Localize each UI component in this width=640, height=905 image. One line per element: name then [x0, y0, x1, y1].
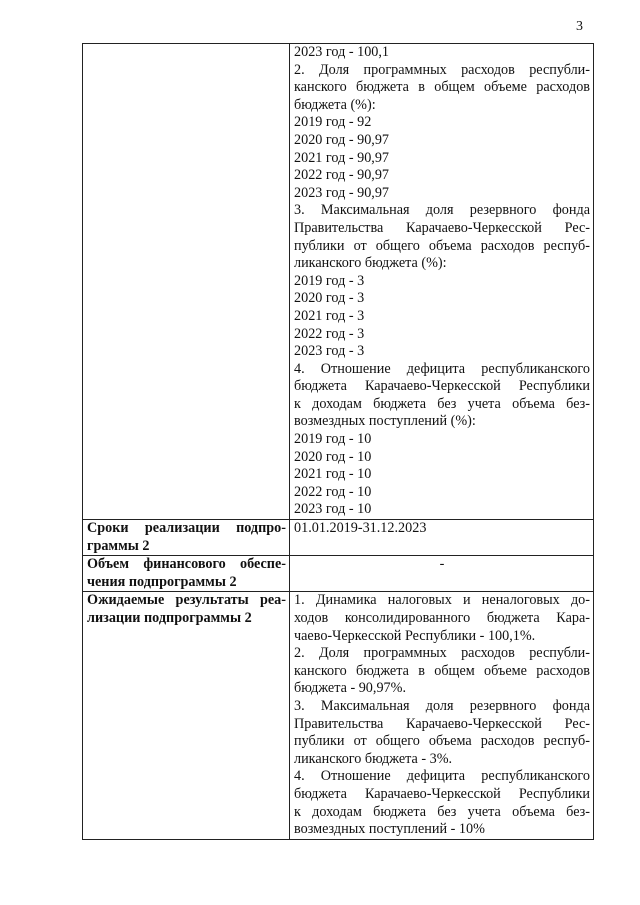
value-line: Правительства Карачаево-Черкесской Рес- [294, 715, 590, 732]
value-line: публики от общего объема расходов респуб- [294, 237, 590, 254]
table-row [83, 44, 594, 520]
row-value-cell [290, 520, 594, 556]
value-line: бюджета - 90,97%. [294, 680, 407, 697]
value-line: 2021 год - 3 [294, 307, 365, 324]
passport-table [82, 43, 594, 840]
value-line: публики от общего объема расходов респуб- [294, 733, 590, 750]
value-line: бюджета (%): [294, 96, 376, 113]
value-line: 2019 год - 10 [294, 431, 372, 448]
value-line: к доходам бюджета без учета объема без- [294, 395, 590, 412]
row-value-cell [290, 556, 594, 592]
value-line: 2019 год - 92 [294, 114, 372, 131]
value-line: чаево-Черкесской Республики - 100,1%. [294, 627, 536, 644]
value-line: 4. Отношение дефицита республиканского [294, 360, 590, 377]
table-row [83, 556, 594, 592]
value-line: 2020 год - 10 [294, 448, 372, 465]
value-line: к доходам бюджета без учета объема без- [294, 803, 590, 820]
value-line: 2022 год - 90,97 [294, 167, 390, 184]
value-line: 3. Максимальная доля резервного фонда [294, 697, 590, 714]
row-label-cell [83, 592, 290, 839]
value-line: 2023 год - 3 [294, 343, 365, 360]
value-line: возмездных поступлений (%): [294, 413, 476, 430]
value-line: ликанского бюджета - 3%. [294, 750, 453, 767]
value-line: канского бюджета в общем объеме расходов [294, 79, 590, 96]
value-line: 2023 год - 90,97 [294, 184, 390, 201]
value-line: 2021 год - 90,97 [294, 149, 390, 166]
value-line: бюджета Карачаево-Черкесской Республики [294, 378, 590, 395]
value-line: 3. Максимальная доля резервного фонда [294, 202, 590, 219]
value-line: 2019 год - 3 [294, 272, 365, 289]
page-number: 3 [576, 19, 583, 34]
label-line: граммы 2 [87, 537, 150, 554]
row-value-cell [290, 44, 594, 520]
value-line: Правительства Карачаево-Черкесской Рес- [294, 219, 590, 236]
value-line: 2020 год - 3 [294, 290, 365, 307]
value-line: - [439, 556, 445, 573]
value-line: 01.01.2019-31.12.2023 [294, 520, 427, 537]
value-line: бюджета Карачаево-Черкесской Республики [294, 785, 590, 802]
table-body [83, 44, 594, 840]
value-line: 2020 год - 90,97 [294, 131, 390, 148]
value-line: 2. Доля программных расходов республи- [294, 645, 590, 662]
value-line: 2021 год - 10 [294, 466, 372, 483]
value-line: 2022 год - 10 [294, 483, 372, 500]
value-line: канского бюджета в общем объеме расходов [294, 662, 590, 679]
label-line: Ожидаемые результаты реа- [87, 592, 286, 609]
label-line: лизации подпрограммы 2 [87, 610, 252, 626]
value-line: возмездных поступлений - 10% [294, 821, 485, 838]
label-line: Сроки реализации подпро- [87, 520, 286, 537]
value-line: ходов консолидированного бюджета Кара- [294, 610, 590, 626]
row-label-cell [83, 556, 290, 592]
value-line: ликанского бюджета (%): [294, 255, 447, 272]
label-line: Объем финансового обеспе- [87, 556, 286, 573]
value-line: 2. Доля программных расходов республи- [294, 61, 590, 78]
value-line: 2023 год - 100,1 [294, 44, 390, 60]
table-row [83, 592, 594, 839]
value-line: 2023 год - 10 [294, 501, 372, 518]
label-line: чения подпрограммы 2 [87, 573, 237, 590]
row-value-cell [290, 592, 594, 839]
value-line: 1. Динамика налоговых и неналоговых до- [294, 592, 590, 609]
row-label-cell [83, 44, 290, 520]
value-line: 2022 год - 3 [294, 325, 365, 342]
value-line: 4. Отношение дефицита республиканского [294, 768, 590, 785]
table-row [83, 520, 594, 556]
row-label-cell [83, 520, 290, 556]
